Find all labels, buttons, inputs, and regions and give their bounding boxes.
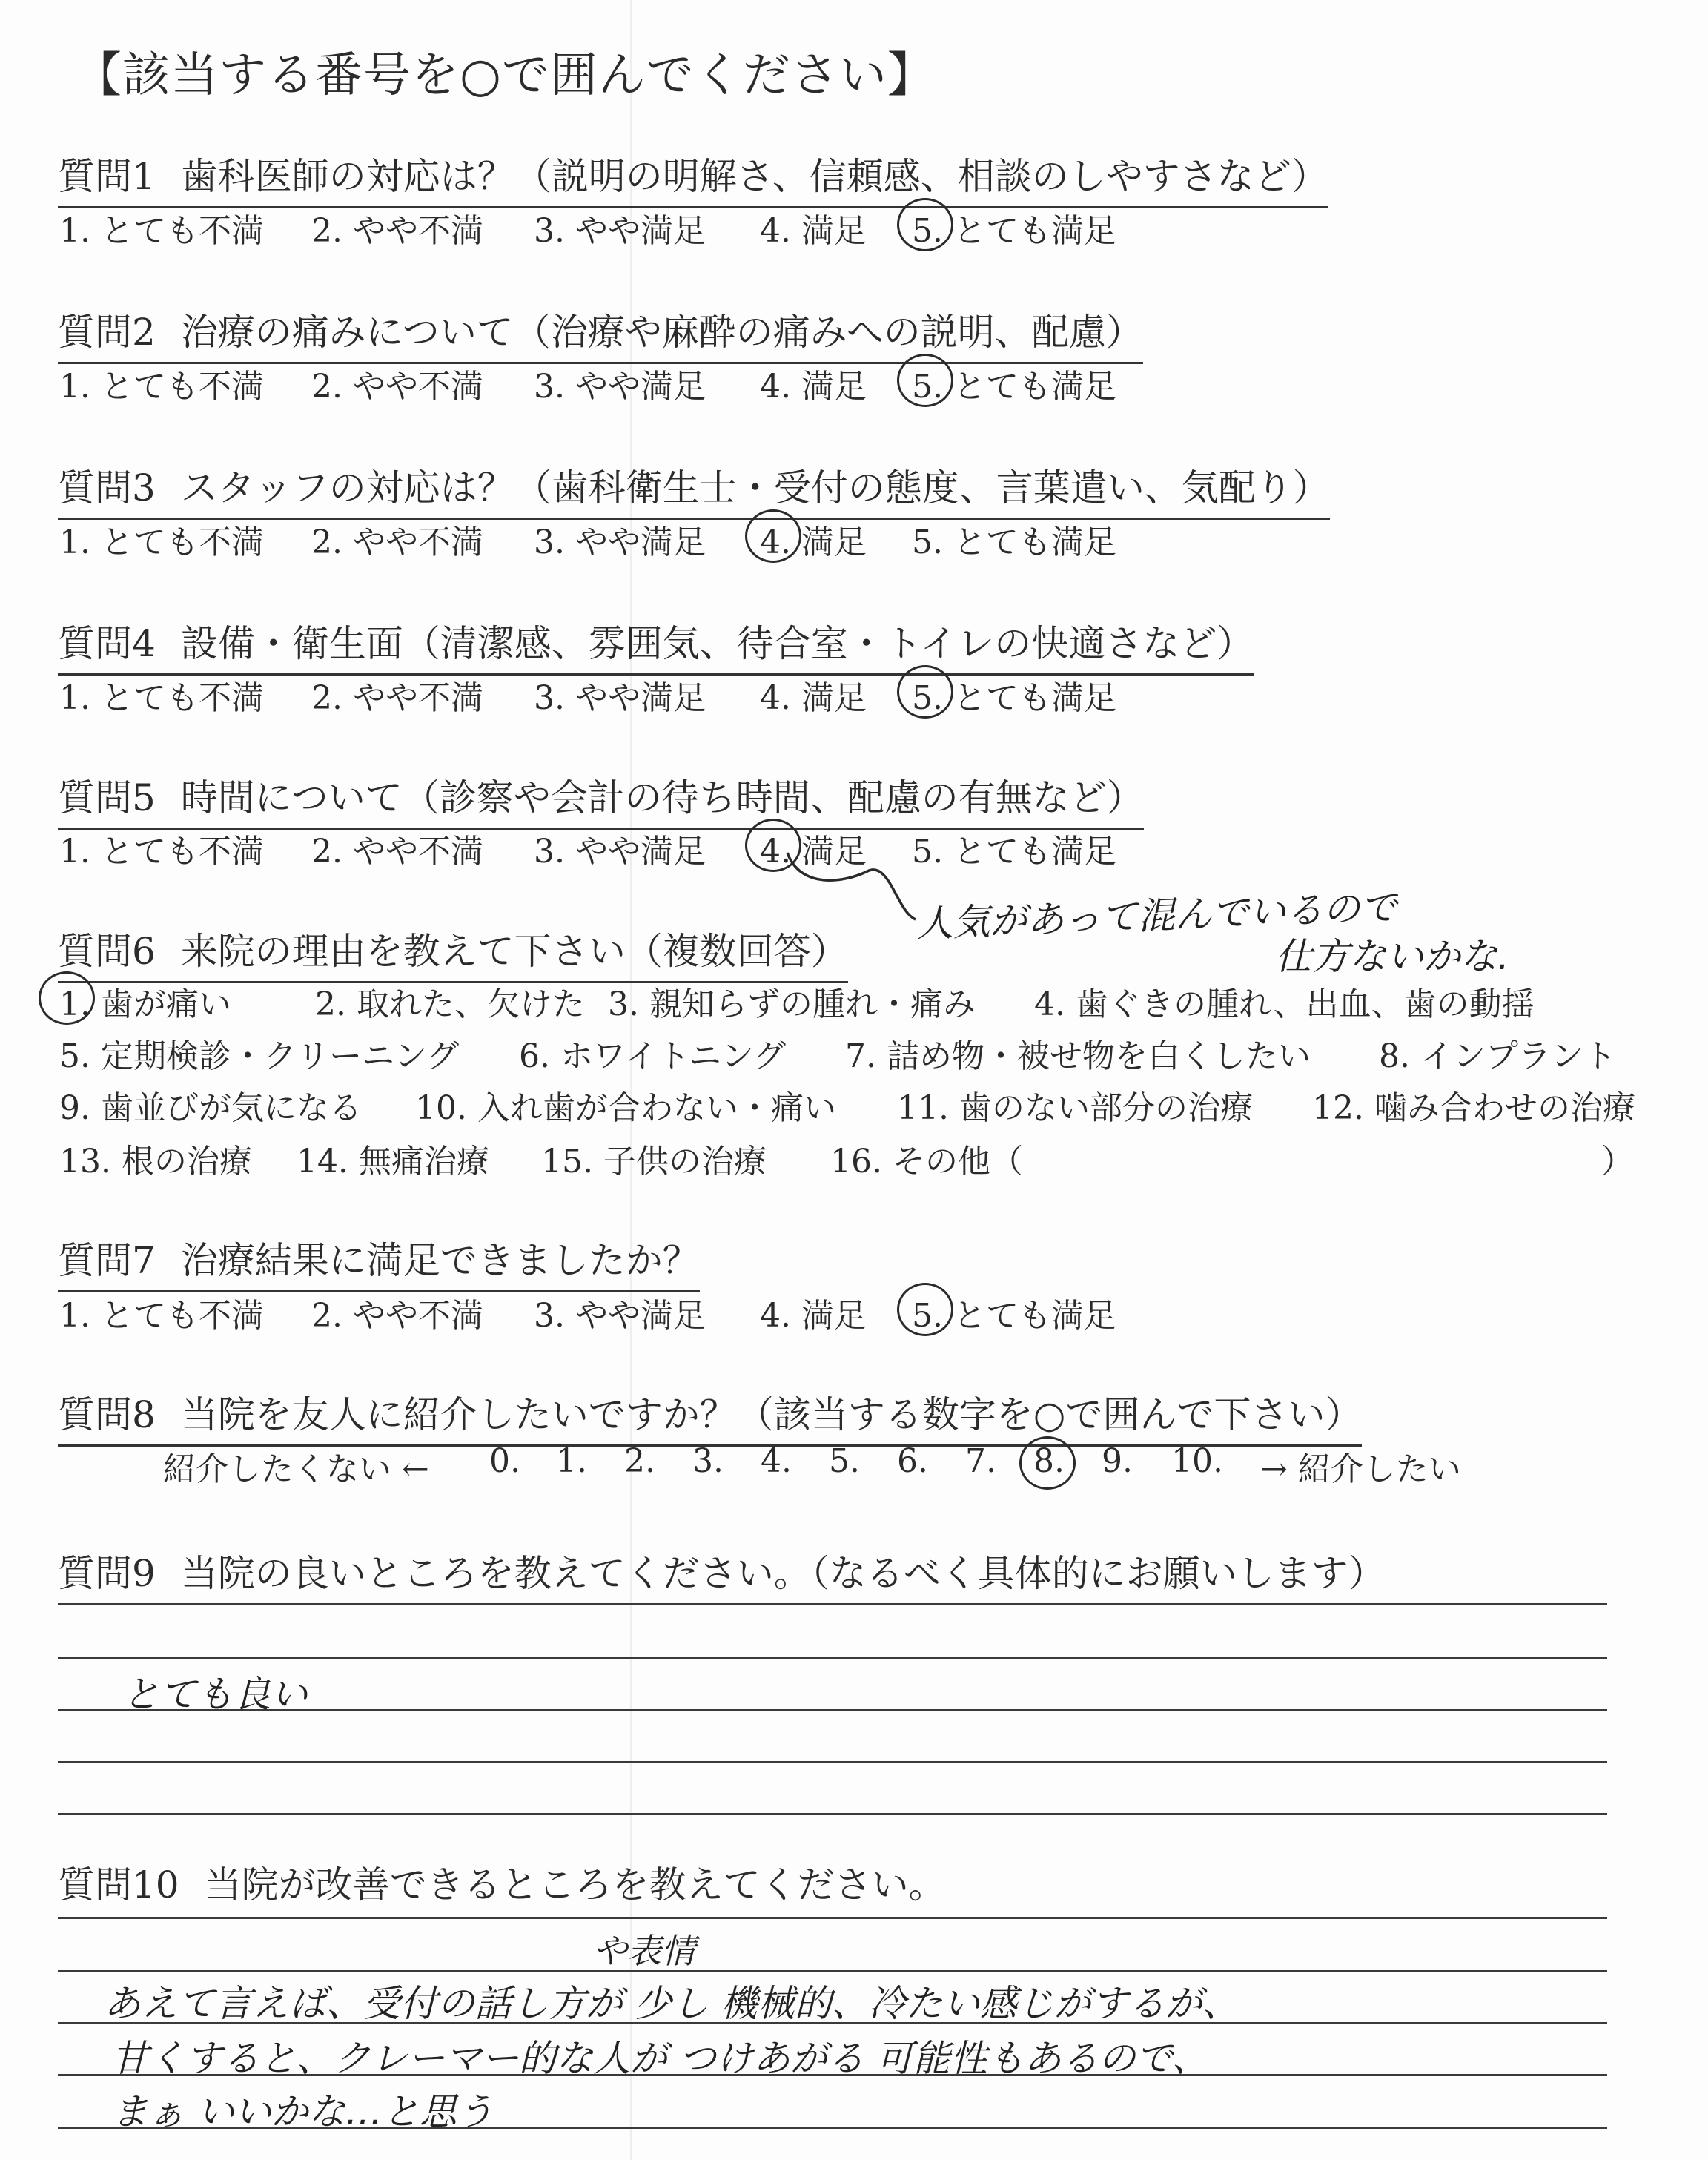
question-9-title <box>58 1544 1386 1603</box>
q9-answer-line <box>58 1603 1607 1605</box>
q7-option-4[interactable]: 4. 満足 <box>760 1297 867 1335</box>
q6-reason-1[interactable]: 1. 歯が痛い <box>59 985 231 1023</box>
question-6-title <box>58 922 848 983</box>
q9-answer-line <box>58 1761 1607 1763</box>
q1-option-5[interactable]: 5. とても満足 <box>912 212 1116 250</box>
q3-option-3[interactable]: 3. やや満足 <box>534 524 706 561</box>
q6-reason-12[interactable]: 12. 噛み合わせの治療 <box>1312 1089 1635 1127</box>
q10-answer-line <box>58 1970 1607 1972</box>
q10-handwritten-line1: あえて言えば、受付の話し方が 少し 機械的、冷たい感じがするが、 <box>104 1982 1239 2025</box>
q10-handwritten-insert: や表情 <box>593 1931 695 1971</box>
q1-option-4[interactable]: 4. 満足 <box>760 212 867 250</box>
q8-option-8[interactable]: 8. <box>1033 1442 1065 1480</box>
q6-reason-14[interactable]: 14. 無痛治療 <box>297 1143 489 1180</box>
q4-option-2[interactable]: 2. やや不満 <box>311 679 483 717</box>
q7-selected-circle <box>897 1283 953 1336</box>
q4-option-1[interactable]: 1. とても不満 <box>59 679 264 717</box>
q7-option-5[interactable]: 5. とても満足 <box>912 1297 1116 1335</box>
q4-option-3[interactable]: 3. やや満足 <box>534 679 706 717</box>
q3-option-4[interactable]: 4. 満足 <box>760 524 867 561</box>
q7-option-1[interactable]: 1. とても不満 <box>59 1297 264 1335</box>
q1-option-2[interactable]: 2. やや不満 <box>311 212 483 250</box>
question-6-text: 来院の理由を教えて下さい（複数回答） <box>180 930 848 973</box>
q8-selected-circle <box>1019 1436 1076 1490</box>
q5-option-1[interactable]: 1. とても不満 <box>59 833 264 871</box>
question-4-number: 質問4 <box>58 622 156 665</box>
q1-option-3[interactable]: 3. やや満足 <box>534 212 706 250</box>
question-9-number: 質問9 <box>58 1552 156 1595</box>
q4-option-5[interactable]: 5. とても満足 <box>912 679 1116 717</box>
question-1-text: 歯科医師の対応は？（説明の明解さ、信頼感、相談のしやすさなど） <box>180 155 1328 198</box>
q6-reason-15[interactable]: 15. 子供の治療 <box>541 1143 767 1180</box>
q8-option-0[interactable]: 0. <box>489 1442 520 1480</box>
q8-option-1[interactable]: 1. <box>556 1442 587 1480</box>
question-3-text: スタッフの対応は？（歯科衛生士・受付の態度、言葉遣い、気配り） <box>180 466 1330 509</box>
q6-reason-4[interactable]: 4. 歯ぐきの腫れ、出血、歯の動揺 <box>1034 985 1535 1023</box>
question-8-number: 質問8 <box>58 1393 156 1436</box>
q3-option-1[interactable]: 1. とても不満 <box>59 524 264 561</box>
page-header: 【該当する番号を○で囲んでください】 <box>74 48 936 103</box>
question-8-text: 当院を友人に紹介したいですか？（該当する数字を○で囲んで下さい） <box>180 1393 1363 1436</box>
q6-reason-3[interactable]: 3. 親知らずの腫れ・痛み <box>608 985 976 1023</box>
question-3-number: 質問3 <box>58 466 156 509</box>
question-7-text: 治療結果に満足できましたか？ <box>180 1239 700 1282</box>
q8-option-2[interactable]: 2. <box>624 1442 655 1480</box>
q10-handwritten-line3: まぁ いいかな…と思う <box>111 2090 494 2133</box>
question-7-title <box>58 1231 700 1292</box>
q2-option-1[interactable]: 1. とても不満 <box>59 368 264 406</box>
q2-option-2[interactable]: 2. やや不満 <box>311 368 483 406</box>
q2-option-3[interactable]: 3. やや満足 <box>534 368 706 406</box>
q6-reason-11[interactable]: 11. 歯のない部分の治療 <box>897 1089 1253 1127</box>
question-2-text: 治療の痛みについて（治療や麻酔の痛みへの説明、配慮） <box>180 311 1143 354</box>
q8-option-5[interactable]: 5. <box>829 1442 860 1480</box>
question-5-text: 時間について（診察や会計の待ち時間、配慮の有無など） <box>180 776 1144 819</box>
q2-option-4[interactable]: 4. 満足 <box>760 368 867 406</box>
q6-reason-10[interactable]: 10. 入れ歯が合わない・痛い <box>415 1089 836 1127</box>
q6-reason-7[interactable]: 7. 詰め物・被せ物を白くしたい <box>845 1037 1311 1075</box>
q6-reason-9[interactable]: 9. 歯並びが気になる <box>59 1089 362 1127</box>
q5-option-4[interactable]: 4. 満足 <box>760 833 867 871</box>
q5-option-2[interactable]: 2. やや不満 <box>311 833 483 871</box>
q6-reason-5[interactable]: 5. 定期検診・クリーニング <box>59 1037 460 1075</box>
q8-option-3[interactable]: 3. <box>692 1442 724 1480</box>
question-10-title <box>58 1855 946 1915</box>
q6-selected-circle <box>39 971 95 1025</box>
q5-handwritten-note-line2: 仕方ないかな. <box>1275 935 1509 978</box>
q9-handwritten-answer: とても良い <box>122 1673 308 1716</box>
question-7-number: 質問7 <box>58 1239 156 1282</box>
q2-option-5[interactable]: 5. とても満足 <box>912 368 1116 406</box>
q6-other-close-paren: ） <box>1601 1143 1634 1180</box>
q6-reason-8[interactable]: 8. インプラント <box>1379 1037 1616 1075</box>
q8-option-4[interactable]: 4. <box>761 1442 792 1480</box>
q10-answer-line <box>58 1917 1607 1919</box>
question-2-number: 質問2 <box>58 311 156 354</box>
q6-reason-2[interactable]: 2. 取れた、欠けた <box>315 985 585 1023</box>
q8-option-7[interactable]: 7. <box>965 1442 996 1480</box>
question-9-text: 当院の良いところを教えてください。（なるべく具体的にお願いします） <box>180 1552 1386 1595</box>
q3-option-2[interactable]: 2. やや不満 <box>311 524 483 561</box>
q8-option-6[interactable]: 6. <box>897 1442 928 1480</box>
question-4-text: 設備・衛生面（清潔感、雰囲気、待合室・トイレの快適さなど） <box>180 622 1254 665</box>
question-6-number: 質問6 <box>58 930 156 973</box>
q5-option-5[interactable]: 5. とても満足 <box>912 833 1116 871</box>
q8-right-label: → 紹介したい <box>1260 1450 1461 1488</box>
q9-answer-line <box>58 1813 1607 1815</box>
question-10-text: 当院が改善できるところを教えてください。 <box>204 1863 946 1906</box>
q5-option-3[interactable]: 3. やや満足 <box>534 833 706 871</box>
q8-option-10[interactable]: 10. <box>1171 1442 1223 1480</box>
q5-handwritten-note-line1: 人気があって混んでいるので <box>915 885 1398 946</box>
q3-option-5[interactable]: 5. とても満足 <box>912 524 1116 561</box>
q7-option-2[interactable]: 2. やや不満 <box>311 1297 483 1335</box>
question-5-number: 質問5 <box>58 776 156 819</box>
question-8-title <box>58 1385 1362 1447</box>
q6-reason-6[interactable]: 6. ホワイトニング <box>519 1037 787 1075</box>
q8-left-label: 紹介したくない ← <box>163 1450 429 1488</box>
q6-reason-13[interactable]: 13. 根の治療 <box>59 1143 252 1180</box>
q10-handwritten-line2: 甘くすると、クレーマー的な人が つけあがる 可能性もあるので、 <box>111 2037 1209 2080</box>
q1-option-1[interactable]: 1. とても不満 <box>59 212 264 250</box>
q7-option-3[interactable]: 3. やや満足 <box>534 1297 706 1335</box>
q8-option-9[interactable]: 9. <box>1102 1442 1133 1480</box>
question-10-number: 質問10 <box>58 1863 179 1906</box>
q9-answer-line <box>58 1657 1607 1659</box>
q4-option-4[interactable]: 4. 満足 <box>760 679 867 717</box>
q6-reason-16[interactable]: 16. その他（ <box>830 1143 1023 1180</box>
question-1-number: 質問1 <box>58 155 156 198</box>
